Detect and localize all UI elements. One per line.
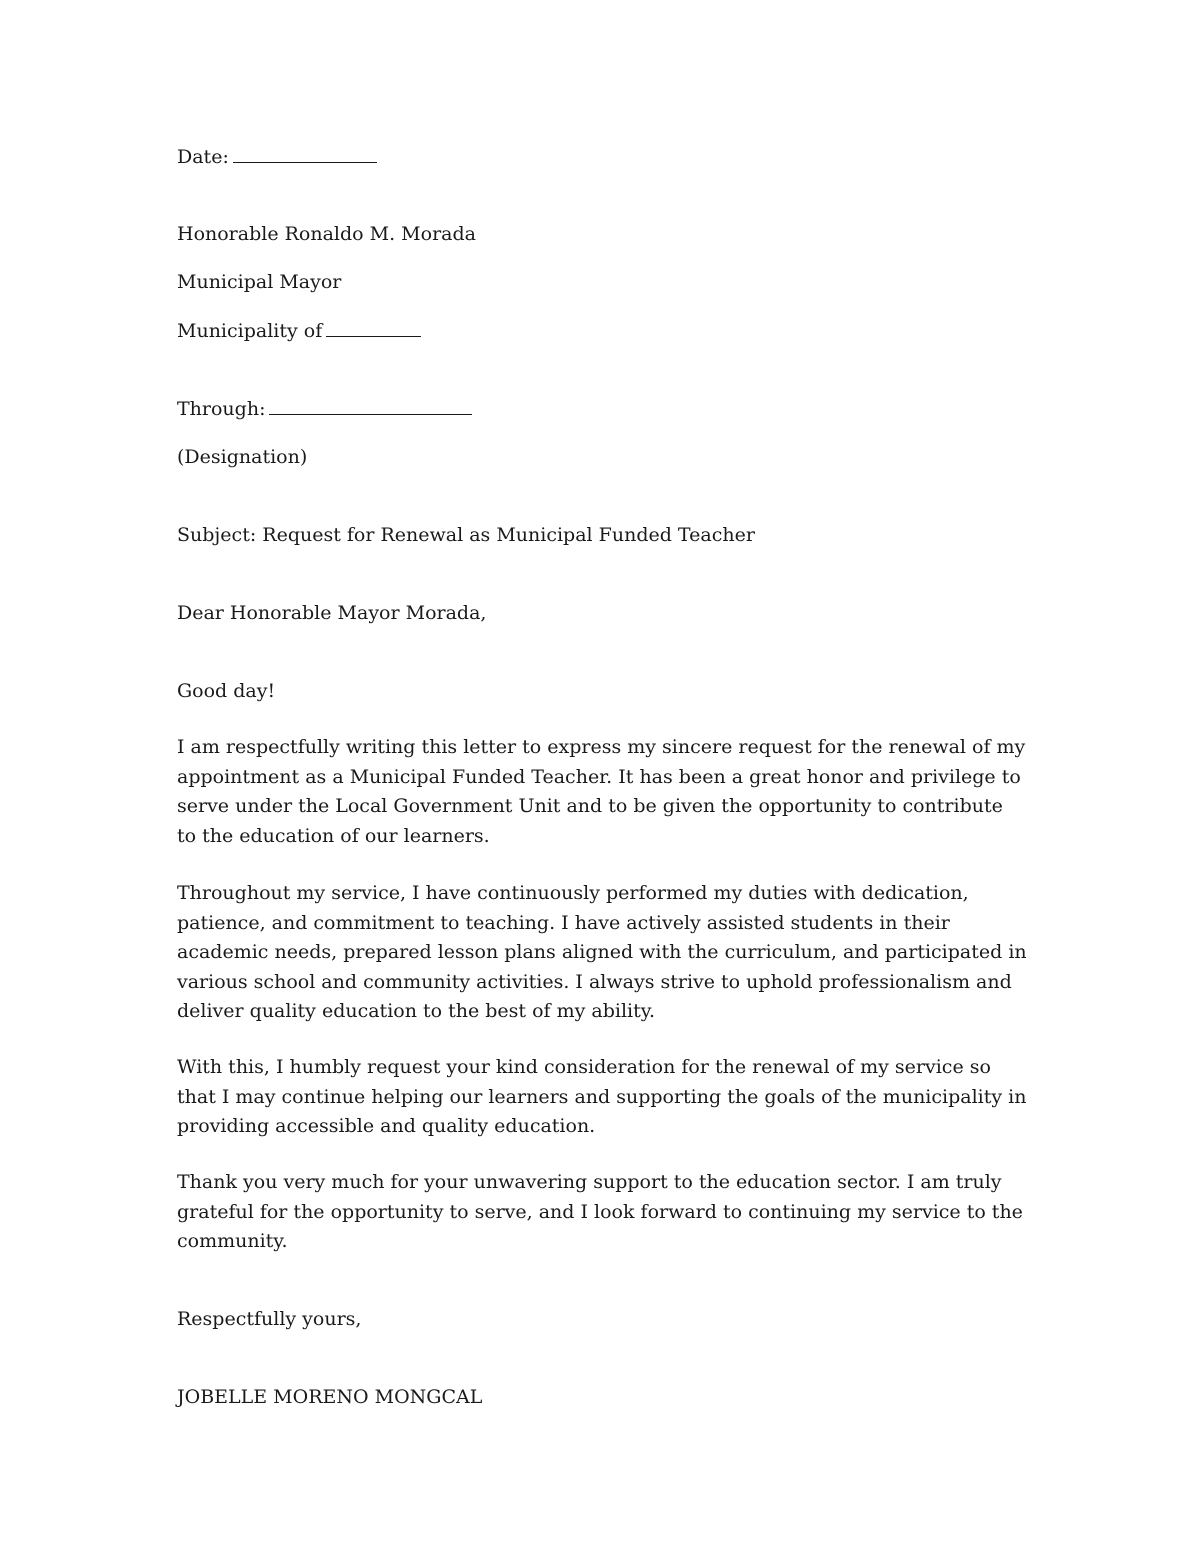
date-blank xyxy=(233,144,377,163)
through-blank xyxy=(269,396,472,415)
signatory-name: JOBELLE MORENO MONGCAL xyxy=(177,1386,483,1408)
designation: (Designation) xyxy=(177,446,308,468)
subject-line: Subject: Request for Renewal as Municipal Funded Teacher xyxy=(177,524,755,546)
through-label: Through: xyxy=(177,398,266,420)
recipient-name: Honorable Ronaldo M. Morada xyxy=(177,223,476,245)
date-label: Date: xyxy=(177,146,229,168)
body-paragraph-4: Thank you very much for your unwavering support to the education sector. I am truly grateful for the opportunity to serve, and I look forward to continuing my service to the community. xyxy=(177,1171,1023,1252)
closing: Respectfully yours, xyxy=(177,1308,362,1330)
municipality-label: Municipality of xyxy=(177,320,323,342)
through-line xyxy=(177,396,472,421)
greeting: Good day! xyxy=(177,680,276,702)
recipient-title: Municipal Mayor xyxy=(177,271,342,293)
municipality-line xyxy=(177,318,421,343)
municipality-blank xyxy=(326,318,421,337)
body-paragraph-1: I am respectfully writing this letter to express my sincere request for the renewal of my appointment as a Municipal Funded Teacher. It has been a great honor and privilege to serve under the Local Government Unit and to be given the opportunity to contribute to the education of our learners. xyxy=(177,736,1026,847)
salutation: Dear Honorable Mayor Morada, xyxy=(177,602,487,624)
body-paragraph-2: Throughout my service, I have continuously performed my duties with dedication, patience, and commitment to teaching. I have actively assisted students in their academic needs, prepared lesson plans aligned with the curriculum, and participated in various school and community activities. I always strive to uphold professionalism and deliver quality education to the best of my ability. xyxy=(177,882,1027,1022)
body-paragraph-3: With this, I humbly request your kind consideration for the renewal of my service so that I may continue helping our learners and supporting the goals of the municipality in providing accessible and quality education. xyxy=(177,1056,1027,1137)
date-line xyxy=(177,144,377,169)
